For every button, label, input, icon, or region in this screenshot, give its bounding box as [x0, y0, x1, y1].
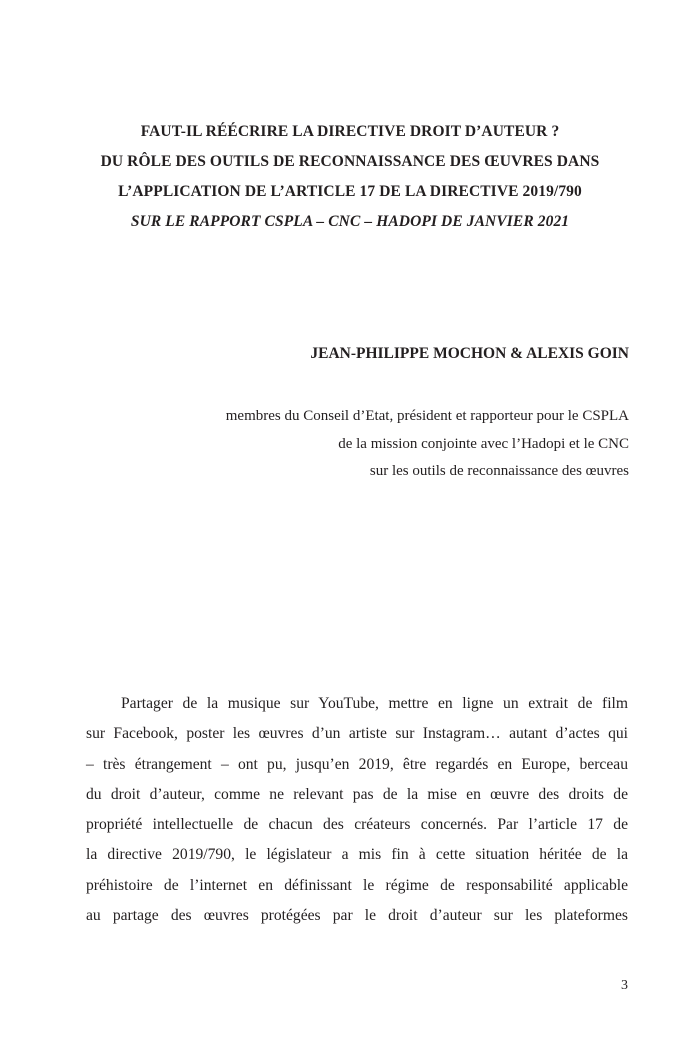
body-line: du droit d’auteur, comme ne relevant pas de la mise en œuvre des droits de	[86, 785, 628, 803]
body-line: – très étrangement – ont pu, jusqu’en 2019, être regardés en Europe, berceau	[86, 755, 628, 773]
body-line: la directive 2019/790, le législateur a mis fin à cette situation héritée de la	[86, 846, 628, 864]
body-line: sur Facebook, poster les œuvres d’un artiste sur Instagram… autant d’actes qui	[86, 725, 628, 743]
affiliation-line: membres du Conseil d’Etat, président et rapporteur pour le CSPLA	[225, 408, 629, 424]
body-paragraph	[86, 689, 628, 931]
subtitle: SUR LE RAPPORT CSPLA – CNC – HADOPI DE JANVIER 2021	[130, 213, 570, 230]
page-number: 3	[621, 978, 628, 993]
body-line: préhistoire de l’internet en définissant le régime de responsabilité applicable	[86, 876, 628, 894]
body-line: propriété intellectuelle de chacun des créateurs concernés. Par l’article 17 de	[86, 816, 628, 834]
affiliation	[226, 403, 629, 486]
body-line: Partager de la musique sur YouTube, mettre en ligne un extrait de film	[121, 695, 628, 712]
body-line: au partage des œuvres protégées par le droit d’auteur sur les plateformes	[86, 907, 628, 925]
affiliation-line: de la mission conjointe avec l’Hadopi et le CNC	[338, 435, 629, 452]
authors: JEAN-PHILIPPE MOCHON & ALEXIS GOIN	[310, 345, 629, 362]
article-title	[70, 117, 630, 237]
title-line-3: L’APPLICATION DE L’ARTICLE 17 DE LA DIRECTIVE 2019/790	[118, 183, 582, 200]
title-line-1: FAUT-IL RÉÉCRIRE LA DIRECTIVE DROIT D’AUTEUR ?	[140, 123, 560, 140]
title-line-2: DU RÔLE DES OUTILS DE RECONNAISSANCE DES ŒUVRES DANS	[100, 153, 600, 170]
affiliation-line: sur les outils de reconnaissance des œuvres	[369, 463, 629, 479]
